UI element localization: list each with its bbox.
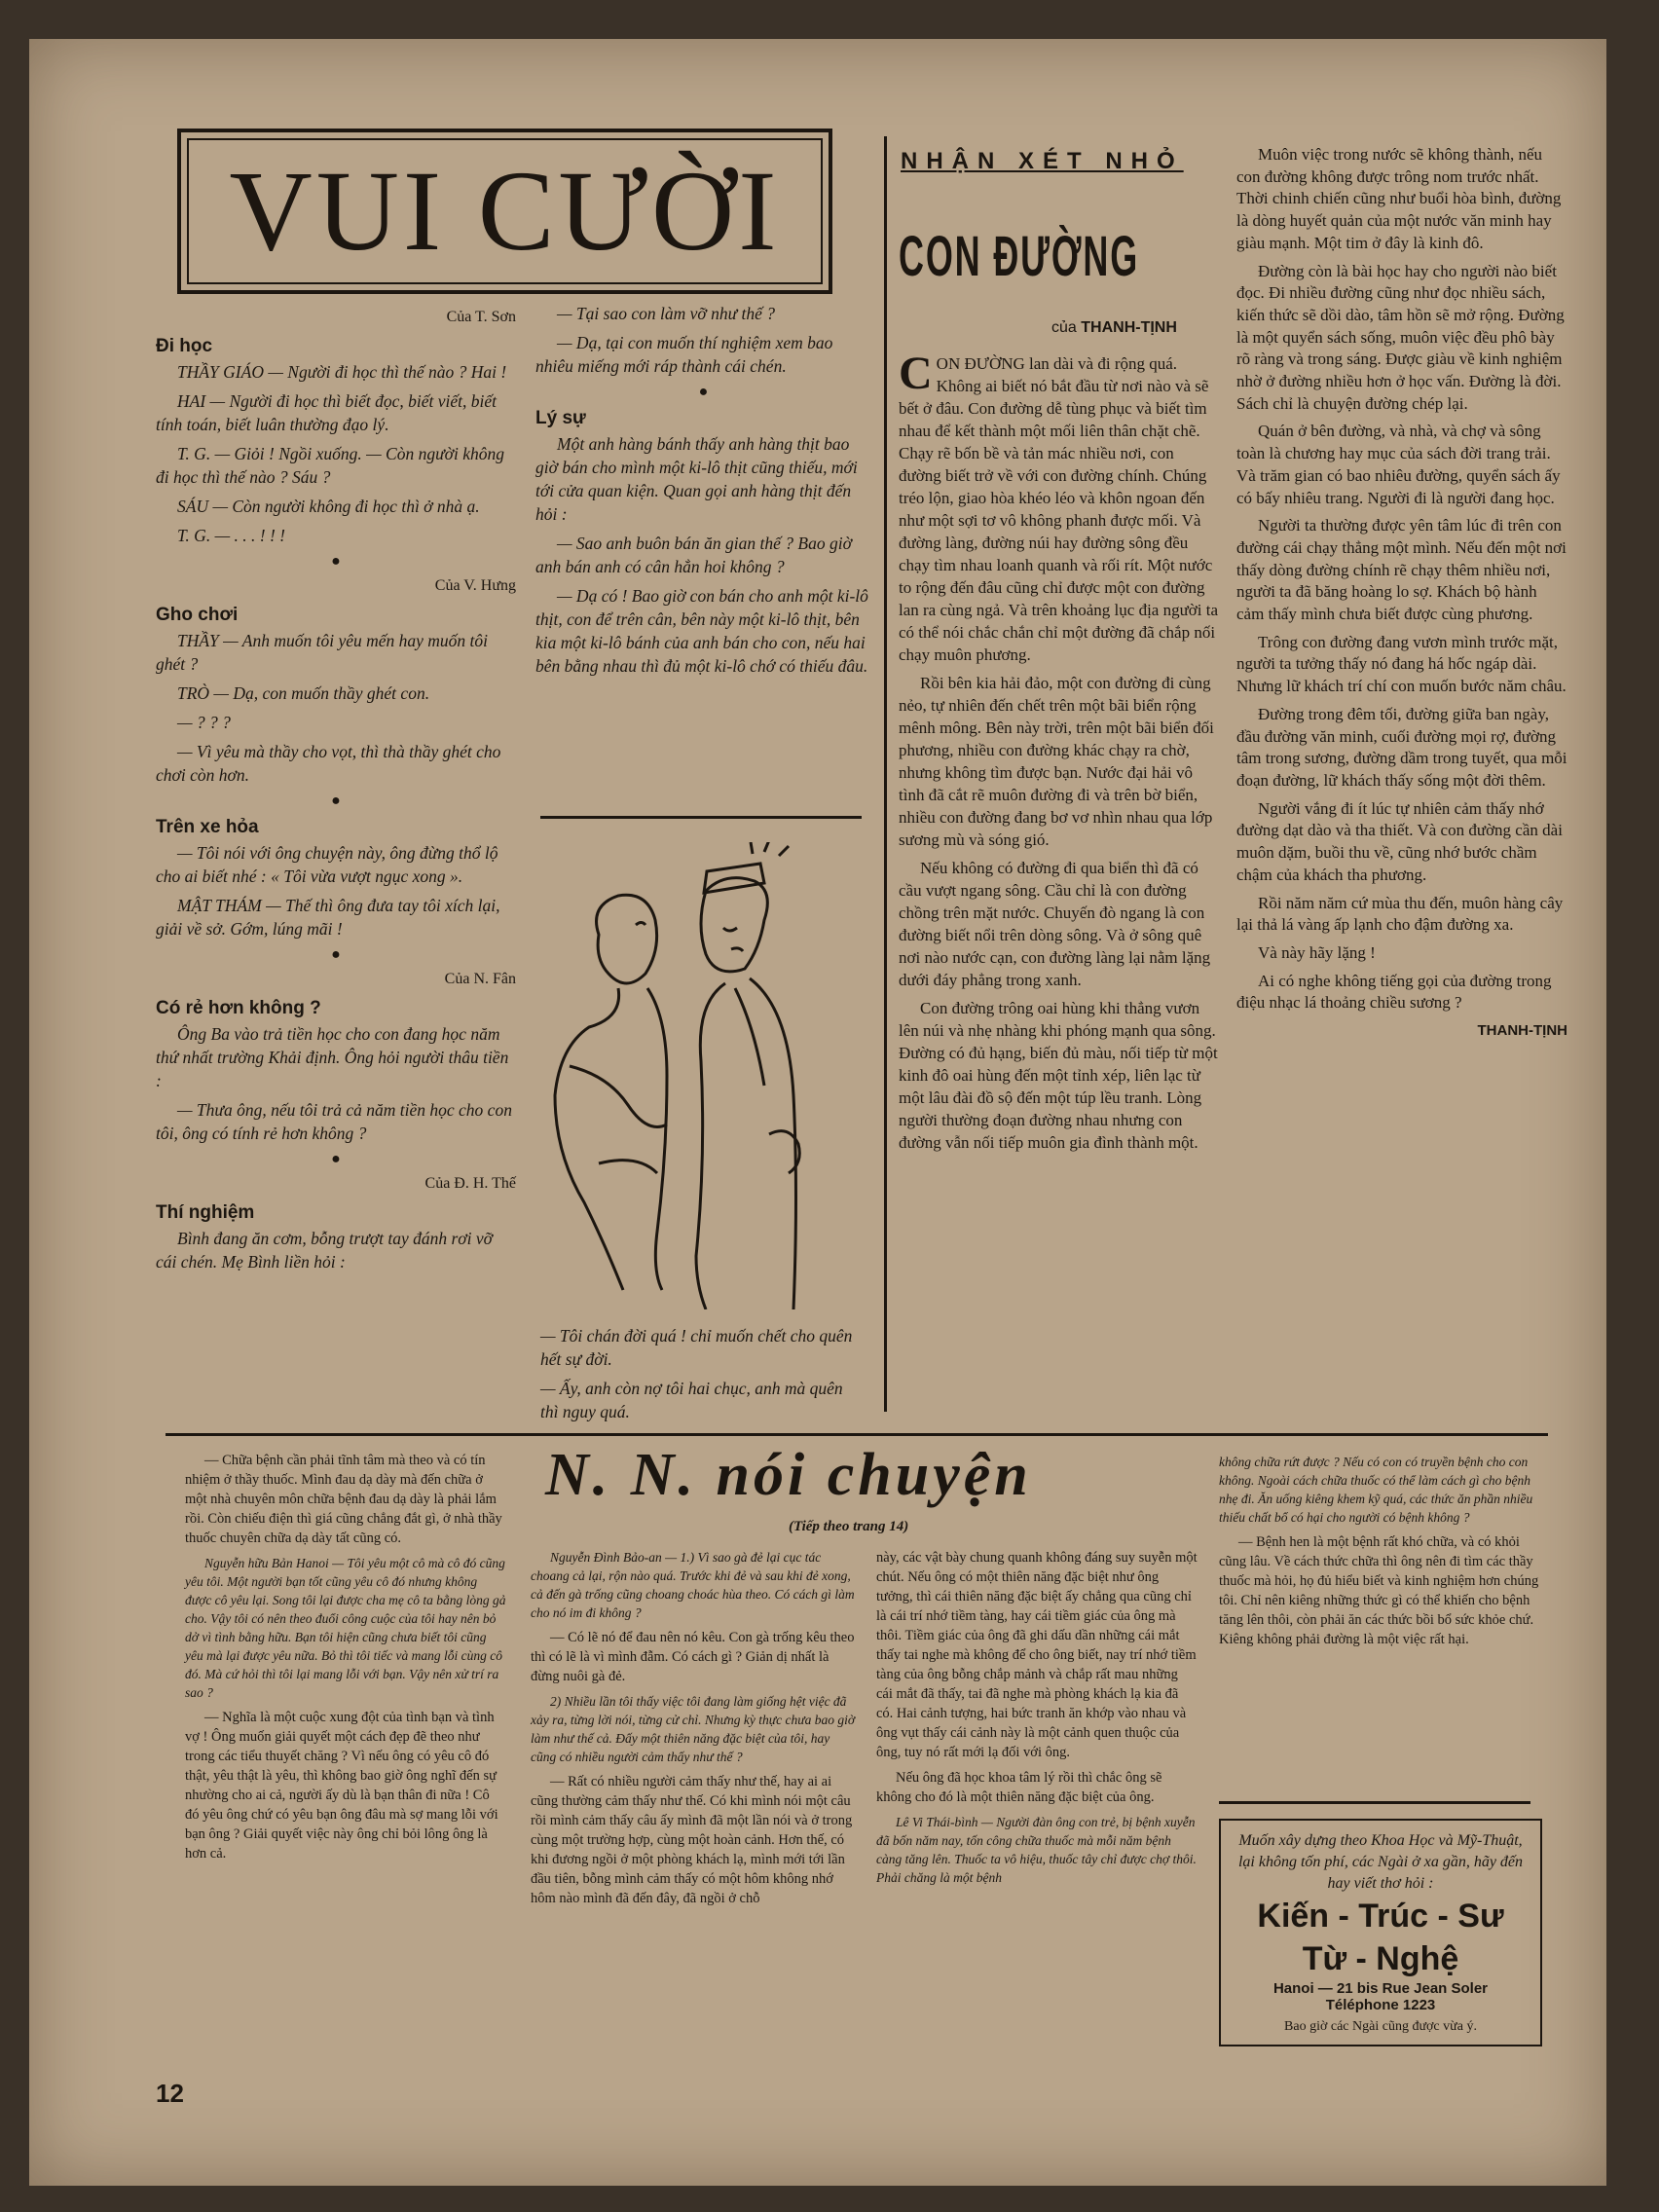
nn-question: Lê Vi Thái-bình — Người đàn ông con trẻ, bị bệnh xuyễn đã bốn năm nay, tốn công chữa thuốc mà mỗi năm bệnh càng tăng lên. Thuốc ta vô hiệu, thuốc tây chỉ được chợ thôi. Phải chăng là một bệnh bbox=[876, 1815, 1197, 1885]
ad-footer: Bao giờ các Ngài cũng được vừa ý. bbox=[1284, 2019, 1477, 2034]
drop-cap: C bbox=[899, 348, 933, 399]
article-paragraph: Trông con đường đang vươn mình trước mặt, người ta tưởng thấy nó đang há hốc ngáp dài. Nhưng lữ khách trí chí con muốn bước năm châu. bbox=[1236, 632, 1567, 696]
bullet-separator: ● bbox=[331, 1151, 341, 1167]
advertisement-box bbox=[1219, 1819, 1542, 2046]
nn-column-right bbox=[876, 1548, 1198, 1887]
ad-phone: Téléphone 1223 bbox=[1325, 1997, 1436, 2013]
article-paragraph: CON ĐƯỜNG lan dài và đi rộng quá. Không ai biết nó bắt đầu từ nơi nào và sẽ bết ở đâu. Con đường dễ tùng phục và biết tìm nhau để kết thành một mối liên thân chặt chẽ. Chạy rẽ bốn bề và tản mác nhiều nơi, con đường biết trở về với con đường chính. Chúng tréo lộn, giao hòa khéo léo và khôn ngoan đến như một sợi tơ vô không phanh được mối. Và đường làng, đường núi hay đường sông đều chạy tìm nhau loanh quanh và rối rít. Một nước to rộng đến đâu cũng chỉ được một con đường lan ra cùng ngả. Và trên khoảng lục địa người ta có thể nói chắc chắn chỉ một đường đã chắp nối chạy muôn phương. bbox=[899, 348, 1219, 664]
nn-paragraph: — Bệnh hen là một bệnh rất khó chữa, và có khỏi cũng lâu. Về cách thức chữa thì ông nên đi tìm các thầy thuốc mà hỏi, họ đủ hiểu biết và kinh nghiệm hơn chúng tôi. Chỉ nên kiêng những thức gì có thể khiến cho bệnh tăng lên thôi, còn phải ăn các thức bồi bổ sức khỏe chứ. Kiêng không phải đường là một việc rất hại. bbox=[1219, 1534, 1539, 1647]
cartoon-caption bbox=[540, 1324, 862, 1429]
nn-paragraph: — Có lẽ nó để đau nên nó kêu. Con gà trống kêu theo thì có lẽ là vì mình đẫm. Có cách gì ? Giản dị nhất là đừng nuôi gà đẻ. bbox=[531, 1630, 855, 1684]
joke-line: MẬT THÁM — Thế thì ông đưa tay tôi xích lại, giải về sở. Gớm, lúng mãi ! bbox=[156, 896, 500, 939]
joke-line: TRÒ — Dạ, con muốn thầy ghét con. bbox=[177, 683, 430, 703]
joke-heading: Có rẻ hơn không ? bbox=[156, 998, 321, 1018]
joke-heading: Lý sự bbox=[535, 408, 586, 428]
article-paragraph: Muôn việc trong nước sẽ không thành, nếu con đường không được trông nom trước nhất. Thời chinh chiến cũng như buổi hòa bình, đường là dòng huyết quản của một nước văn minh hay giàu mạnh. Một tim ở đây là kinh đô. bbox=[1236, 145, 1562, 252]
joke-line: THẦY GIÁO — Người đi học thì thế nào ? Hai ! bbox=[177, 362, 507, 382]
caption-line: — Tôi chán đời quá ! chỉ muốn chết cho quên hết sự đời. bbox=[540, 1326, 853, 1369]
vui-cuoi-column-2 bbox=[535, 302, 871, 683]
nn-paragraph: — Rất có nhiều người cảm thấy như thế, hay ai ai cũng thường cảm thấy như thế. Có khi mình nói một câu rồi mình cảm thấy câu ấy mình đã một lần nói và ở trong cùng một trường hợp, cùng một hoàn cảnh. Hơn thế, có khi đương ngồi ở một phòng khách lạ, mình mới tới lần đầu tiên, bỗng mình cảm thấy có một hôm không nhớ hôm nào mình đã đến đây, đã ngồi ở chỗ bbox=[531, 1774, 853, 1906]
joke-co-re-hon bbox=[156, 968, 516, 1145]
joke-heading: Thí nghiệm bbox=[156, 1202, 255, 1223]
joke-author: Của T. Sơn bbox=[446, 309, 516, 325]
article-paragraph: Quán ở bên đường, và nhà, và chợ và sông toàn là chương hay mục của sách đời trang trải. Và trăm gian có bao nhiêu đường, quyển sách ấy có bấy nhiêu trang. Người đi là người đang học. bbox=[1236, 422, 1561, 507]
article-paragraph: Rồi năm năm cứ mùa thu đến, muôn hàng cây lại thả lá vàng ấp lạnh cho đậm đường xa. bbox=[1236, 893, 1564, 935]
joke-line: Một anh hàng bánh thấy anh hàng thịt bao giờ bán cho mình một ki-lô thịt cũng thiếu, mới tới cửa quan kiện. Quan gọi anh hàng thịt đến hỏi : bbox=[535, 434, 858, 524]
nn-subtitle: (Tiếp theo trang 14) bbox=[789, 1519, 909, 1534]
joke-di-hoc bbox=[156, 306, 516, 547]
joke-line: T. G. — Giỏi ! Ngồi xuống. — Còn người không đi học thì thế nào ? Sáu ? bbox=[156, 444, 504, 487]
nn-question: Nguyễn Đình Bảo-an — 1.) Vì sao gà đẻ lại cục tác choang cả lại, rộn nào quá. Trước khi đẻ và sau khi đẻ xong, cả đến gà trống cũng choang choác hùa theo. Có cách gì làm cho nó im đi không ? bbox=[531, 1550, 855, 1620]
joke-line: — ? ? ? bbox=[177, 713, 231, 732]
nn-column-left bbox=[185, 1451, 506, 1863]
nn-question: Nguyễn hữu Bản Hanoi — Tôi yêu một cô mà cô đó cũng yêu tôi. Một người bạn tốt cũng yêu cô đó nhưng không được cô yêu lại. Song tôi lại được cha mẹ cô ta bằng lòng gả cho. Vậy tôi có nên theo đuổi công cuộc của tôi hay nên bỏ dở vì tình bằng hữu. Bạn tôi hiện cũng chưa biết tôi cũng yêu mà lại được yêu nữa. Bỏ thì tôi tiếc và mang lỗi cùng cô đó. Mà cứ hỏi thì tôi lại mang lỗi với bạn. Vậy nên xử trí ra sao ? bbox=[185, 1556, 506, 1700]
joke-line: THẦY — Anh muốn tôi yêu mến hay muốn tôi ghét ? bbox=[156, 631, 489, 674]
article-paragraph: Đường trong đêm tối, đường giữa ban ngày, đầu đường văn minh, cuối đường mọi rợ, đường tâm trong sương, đường dầm trong tuyết, qua mỗi đoạn đường, lữ khách thấy sống một đời thêm. bbox=[1236, 704, 1567, 790]
joke-tren-xe-hoa bbox=[156, 816, 516, 940]
joke-line: — Sao anh buôn bán ăn gian thế ? Bao giờ anh bán anh có cân hẳn hoi không ? bbox=[535, 534, 852, 576]
joke-line: — Dạ, tại con muốn thí nghiệm xem bao nhiêu miếng mới ráp thành cái chén. bbox=[535, 333, 833, 376]
joke-gho-choi bbox=[156, 574, 516, 787]
joke-line: SÁU — Còn người không đi học thì ở nhà ạ. bbox=[177, 497, 480, 516]
vui-cuoi-title-box bbox=[177, 129, 832, 294]
article-paragraph: Nếu không có đường đi qua biển thì đã có cầu vượt ngang sông. Cầu chỉ là con đường chồng trên mặt nước. Chuyến đò ngang là con đường biết nổi trên dòng sông. Và ở sông quê nơi nào nước cạn, con đường làng lại nằm lặng dưới đáy phẳng trong xanh. bbox=[899, 859, 1211, 989]
article-paragraph: Rồi bên kia hải đảo, một con đường đi cùng nẻo, tự nhiên đến chết trên một bãi biển rộng mênh mông. Bên này trời, trên một bãi biển đối phương, nhiều con đường khác chạy ra chờ, nhưng không tìm được bạn. Nước đại hải vô tình đã cắt rẽ muôn đường đi và trên bờ biển, nhiều con đường đang bơ vơ nhìn nhau qua lớp sương mù và sóng gió. bbox=[899, 674, 1214, 849]
joke-line: — Thưa ông, nếu tôi trả cả năm tiền học cho con tôi, ông có tính rẻ hơn không ? bbox=[156, 1100, 512, 1143]
caption-line: — Ấy, anh còn nợ tôi hai chục, anh mà quên thì nguy quá. bbox=[540, 1379, 843, 1421]
bullet-separator: ● bbox=[331, 793, 341, 809]
ad-brand-line-2: Từ - Nghệ bbox=[1302, 1940, 1459, 1977]
article-paragraph: Người vắng đi ít lúc tự nhiên cảm thấy nhớ đường dạt dào và tha thiết. Và con đường cần dài muôn dặm, buồi thu về, cũng nhớ bước chầm chậm của khách tha phương. bbox=[1236, 798, 1563, 884]
divider bbox=[1219, 1801, 1530, 1804]
vui-cuoi-column-1 bbox=[156, 302, 516, 1279]
nn-column-middle bbox=[531, 1548, 857, 1908]
joke-thi-nghiem bbox=[156, 1172, 516, 1273]
bullet-separator: ● bbox=[698, 384, 709, 400]
page-number: 12 bbox=[156, 2079, 184, 2108]
joke-author: Của Đ. H. Thế bbox=[424, 1175, 516, 1192]
ad-lead: Muốn xây dựng theo Khoa Học và Mỹ-Thuật, lại không tốn phí, các Ngài ở xa gần, hãy đến hay viết thơ hỏi : bbox=[1237, 1832, 1524, 1892]
article-paragraph: Người ta thường được yên tâm lúc đi trên con đường cái chạy thẳng một mình. Nếu đến một nơi thấy dòng đường chính rẽ chạy thêm nhiều nơi, người ta đã băng hoàng lo sợ. Khách bộ hành cảm thấy mình chưa biết được cùng phương. bbox=[1236, 516, 1567, 624]
article-title: CON ĐƯỜNG bbox=[899, 225, 1140, 288]
vui-cuoi-title: VUI CƯỜI bbox=[229, 147, 781, 275]
joke-line: — Dạ có ! Bao giờ con bán cho anh một ki-lô thịt, con để trên cân, bên này một ki-lô thịt, bên kia một ki-lô bánh của anh bán cho con, nếu hai bên bằng nhau thì đủ một ki-lô chớ có thiếu đâu. bbox=[535, 586, 868, 676]
joke-heading: Đi học bbox=[156, 336, 213, 356]
joke-author: Của N. Fân bbox=[444, 971, 516, 987]
nn-paragraph: — Chữa bệnh cần phải tĩnh tâm mà theo và có tín nhiệm ở thầy thuốc. Mình đau dạ dày mà đến chữa ở một nhà chuyên môn chữa bệnh đau dạ dày là phải lắm rồi. Còn chiếu điện thì giá cũng chẳng đắt gì, ở nhà thầy thuốc chuyên chữa dạ dày tất cũng có. bbox=[185, 1453, 502, 1546]
nn-title: N. N. nói chuyện bbox=[545, 1442, 1032, 1508]
article-paragraph: Ai có nghe không tiếng gọi của đường trong điệu nhạc lá thoảng chiều sương ? bbox=[1236, 971, 1552, 1013]
newspaper-page bbox=[29, 39, 1606, 2186]
article-signature: THANH-TỊNH bbox=[1477, 1022, 1567, 1040]
nn-paragraph: Nếu ông đã học khoa tâm lý rồi thì chắc ông sẽ không cho đó là một thiên năng đặc biệt của ông. bbox=[876, 1770, 1162, 1805]
article-paragraph: Và này hãy lặng ! bbox=[1258, 942, 1376, 962]
section-divider bbox=[166, 1433, 1548, 1436]
nn-column-far-right bbox=[1219, 1453, 1545, 1649]
joke-heading: Trên xe hỏa bbox=[156, 817, 259, 837]
bullet-separator: ● bbox=[331, 946, 341, 963]
article-paragraph: Đường còn là bài học hay cho người nào biết đọc. Đi nhiều đường cũng như đọc nhiều sách, kiến thức sẽ dồi dào, tâm hồn sẽ mở rộng. Đường là một quyển sách sống, muôn việc đều phô bày rõ ràng và trong sáng. Được giàu về kinh nghiệm nhờ ở đường nhiều hơn ở học vấn. Đường là đời. Sách chỉ là chuyện đường chép lại. bbox=[1236, 261, 1565, 413]
nn-paragraph: — Nghĩa là một cuộc xung đột của tình bạn và tình vợ ! Ông muốn giải quyết một cách đẹp đẽ theo như trong các tiểu thuyết chăng ? Vì nếu ông có yêu cô đó thật, yêu thật là yêu, thì không bao giờ ông nghĩ đến sự nhường cho ai cả, người ấy dù là bạn thân đi nữa ! Cô đó yêu ông chứ có yêu bạn ông đâu mà sợ mang lỗi với bạn ông ? Giải quyết việc này ông chỉ bỏi lông ông là hơn cả. bbox=[185, 1710, 498, 1862]
joke-line: — Vì yêu mà thầy cho vọt, thì thà thầy ghét cho chơi còn hơn. bbox=[156, 742, 501, 785]
article-column-2 bbox=[1236, 144, 1567, 1043]
byline-name: THANH-TỊNH bbox=[1081, 319, 1177, 336]
joke-line: HAI — Người đi học thì biết đọc, biết viết, biết tính toán, biết luân thường đạo lý. bbox=[156, 391, 497, 434]
nn-question: 2) Nhiều lần tôi thấy việc tôi đang làm giống hệt việc đã xảy ra, từng lời nói, từng cử chỉ. Nhưng kỳ thực chưa bao giờ làm như thế cả. Đấy một thiên năng đặc biệt của tôi, hay cũng có nhiều người cảm thấy như thế ? bbox=[531, 1694, 856, 1764]
joke-line: — Tôi nói với ông chuyện này, ông đừng thổ lộ cho ai biết nhé : « Tôi vừa vượt ngục xong ». bbox=[156, 843, 498, 886]
joke-line: Bình đang ăn cơm, bỗng trượt tay đánh rơi vỡ cái chén. Mẹ Bình liền hỏi : bbox=[156, 1229, 493, 1272]
joke-line: — Tại sao con làm vỡ như thế ? bbox=[557, 304, 776, 323]
joke-heading: Gho chơi bbox=[156, 605, 239, 625]
ad-address: Hanoi — 21 bis Rue Jean Soler bbox=[1272, 1980, 1489, 1997]
joke-line: T. G. — . . . ! ! ! bbox=[177, 526, 285, 545]
article-paragraph: Con đường trông oai hùng khi thẳng vươn lên núi và nhẹ nhàng khi phóng mạnh qua sông. Đường có đủ hạng, biến đủ màu, nối tiếp từ một kinh đô oai hùng đến một tỉnh xép, liên lạc từ một lâu đài đồ sộ đến một túp lều tranh. Lòng người thường đoạn đường nhau nhưng con đường vẫn nối tiếp muôn gia đình thành một. bbox=[899, 999, 1218, 1152]
nn-question: không chữa rứt được ? Nếu có con có truyền bệnh cho con không. Ngoài cách chữa thuốc có thể làm cách gì cho bệnh nhẹ đi. Ăn uống kiêng khem kỹ quá, các thức ăn phần nhiều thiếu chất bổ có hại cho người có bệnh không ? bbox=[1219, 1455, 1533, 1525]
byline-prefix: của bbox=[1051, 319, 1077, 336]
ad-brand-line-1: Kiến - Trúc - Sư bbox=[1257, 1898, 1504, 1935]
article-column-1 bbox=[899, 348, 1220, 1160]
article-byline bbox=[1051, 319, 1177, 337]
cartoon-illustration bbox=[540, 842, 862, 1309]
bullet-separator: ● bbox=[331, 553, 341, 570]
joke-line: Ông Ba vào trả tiền học cho con đang học năm thứ nhất trường Khải định. Ông hỏi người thâu tiền : bbox=[156, 1024, 509, 1090]
kicker: NHẬN XÉT NHỎ bbox=[901, 148, 1184, 174]
nn-paragraph: này, các vật bày chung quanh không đáng suy suyễn một chút. Nếu ông có một thiên năng đặc biệt như ông tưởng, thì cái thiên năng đặc biệt ấy chẳng qua cũng chỉ là cái trí nhớ tiềm tàng, hay cái tiềm giác của ông mà thôi. Tiềm giác của ông đã ghi dấu dần những cái mắt thấy tai nghe mà không để cho ông biết, nay trí nhớ tiềm tàng của ông bỗng chắp mảnh và chắp rất mau những cái mắt đã thấy, tai đã nghe mà phòng khách lạ kia đã có. Hai cảnh tượng, hai bức tranh ăn khớp vào nhau và ông vụt thấy cái cảnh này là một cảnh quen thuộc của ông, tuy nó rất mới lạ đối với ông. bbox=[876, 1550, 1198, 1760]
column-divider bbox=[884, 136, 887, 1412]
joke-author: Của V. Hưng bbox=[434, 577, 516, 594]
divider bbox=[540, 816, 862, 819]
